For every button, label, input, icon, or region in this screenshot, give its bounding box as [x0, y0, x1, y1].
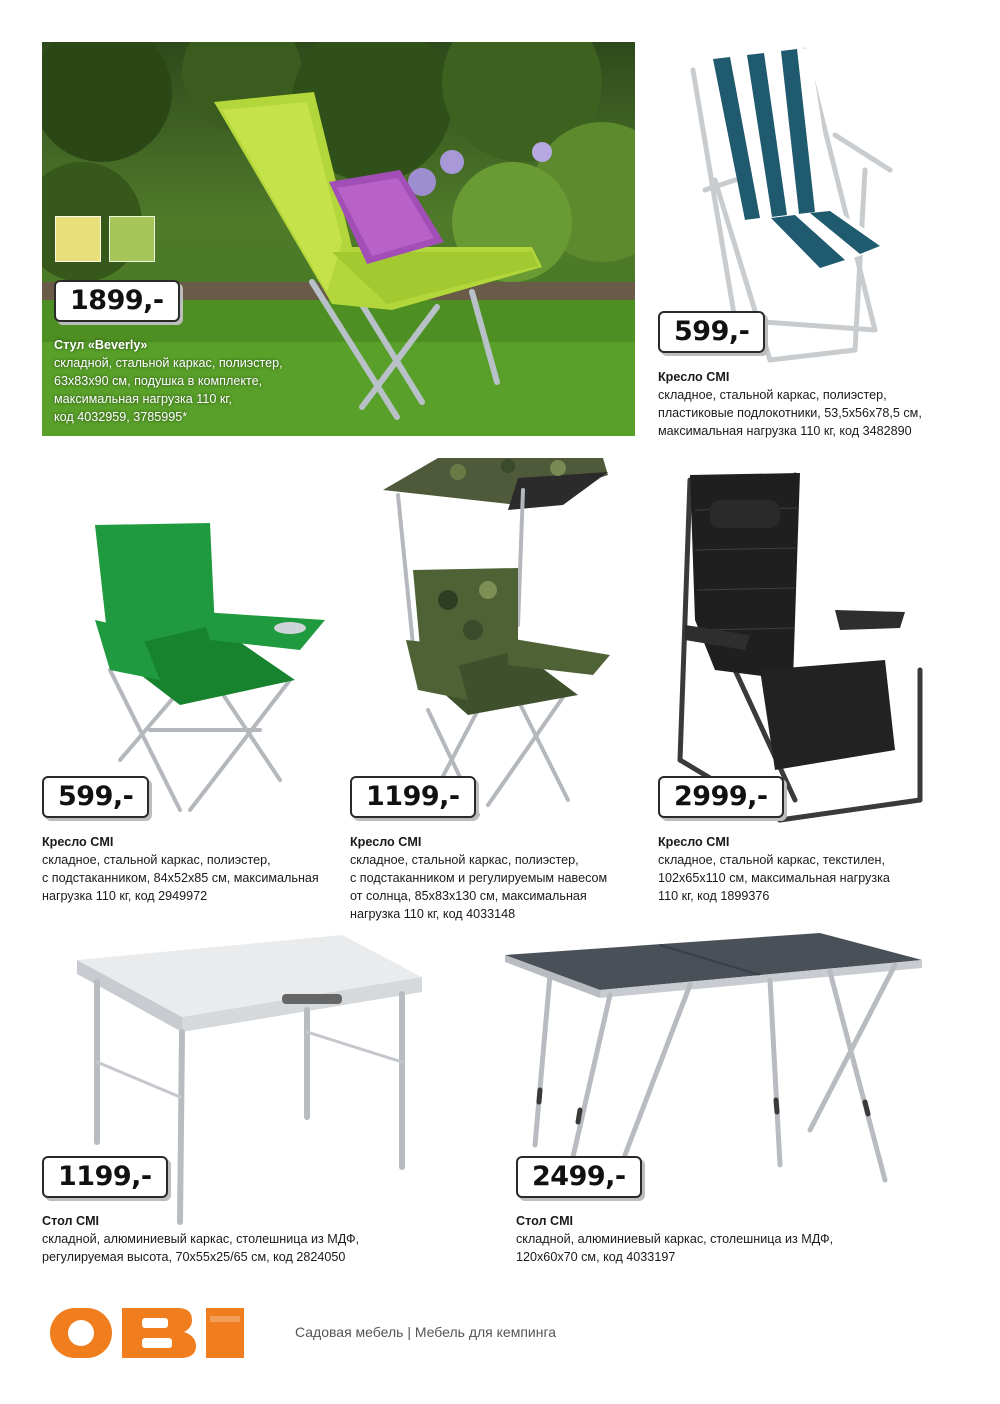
description-line: складное, стальной каркас, текстилен,: [658, 853, 886, 867]
description-line: код 4032959, 3785995*: [54, 410, 188, 424]
description-line: максимальная нагрузка 110 кг,: [54, 392, 232, 406]
product-name: Кресло CMI: [350, 835, 422, 849]
description-line: складное, стальной каркас, полиэстер,: [658, 388, 887, 402]
description-line: 63х83х90 см, подушка в комплекте,: [54, 374, 263, 388]
description-line: 120х60х70 см, код 4033197: [516, 1250, 676, 1264]
description-line: складной, алюминиевый каркас, столешница из МДФ,: [516, 1232, 834, 1246]
green-chair-image: [90, 520, 330, 820]
price-tag: 1899,-: [54, 280, 180, 322]
product-name: Кресло CMI: [658, 370, 730, 384]
description-line: складной, алюминиевый каркас, столешница из МДФ,: [42, 1232, 360, 1246]
description-line: максимальная нагрузка 110 кг, код 3482890: [658, 424, 912, 438]
description-line: от солнца, 85х83х130 см, максимальная: [350, 889, 587, 903]
obi-logo[interactable]: [50, 1308, 250, 1358]
hero-photo: [42, 42, 635, 436]
price-tag: 1199,-: [350, 776, 476, 818]
product-description: [658, 368, 922, 440]
price-tag: 2999,-: [658, 776, 784, 818]
description-line: регулируемая высота, 70х55х25/65 см, код 2824050: [42, 1250, 346, 1264]
product-description: [42, 833, 319, 905]
price-tag: 599,-: [42, 776, 149, 818]
product-description: [54, 336, 283, 426]
camo-chair-image: [378, 450, 618, 825]
product-name: Стол CMI: [42, 1214, 100, 1228]
price-tag: 2499,-: [516, 1156, 642, 1198]
description-line: нагрузка 110 кг, код 2949972: [42, 889, 208, 903]
product-description: [658, 833, 890, 905]
product-name: Кресло CMI: [42, 835, 114, 849]
description-line: 110 кг, код 1899376: [658, 889, 770, 903]
description-line: складной, стальной каркас, полиэстер,: [54, 356, 283, 370]
product-description: [350, 833, 607, 923]
description-line: с подстаканником и регулируемым навесом: [350, 871, 608, 885]
price-tag: 1199,-: [42, 1156, 168, 1198]
description-line: пластиковые подлокотники, 53,5х56х78,5 см,: [658, 406, 922, 420]
black-lounger-image: [675, 470, 935, 825]
description-line: с подстаканником, 84х52х85 см, максимальная: [42, 871, 319, 885]
description-line: складное, стальной каркас, полиэстер,: [350, 853, 579, 867]
product-name: Стол CMI: [516, 1214, 574, 1228]
product-name: Стул «Beverly»: [54, 338, 148, 352]
color-swatch-green[interactable]: [109, 216, 155, 262]
product-name: Кресло CMI: [658, 835, 730, 849]
color-swatch-yellow[interactable]: [55, 216, 101, 262]
description-line: нагрузка 110 кг, код 4033148: [350, 907, 516, 921]
grey-table-image: [500, 930, 930, 1190]
product-description: [516, 1212, 833, 1266]
price-tag: 599,-: [658, 311, 765, 353]
description-line: 102х65х110 см, максимальная нагрузка: [658, 871, 890, 885]
footer-category: Садовая мебель | Мебель для кемпинга: [295, 1324, 557, 1340]
description-line: складное, стальной каркас, полиэстер,: [42, 853, 271, 867]
product-description: [42, 1212, 359, 1266]
